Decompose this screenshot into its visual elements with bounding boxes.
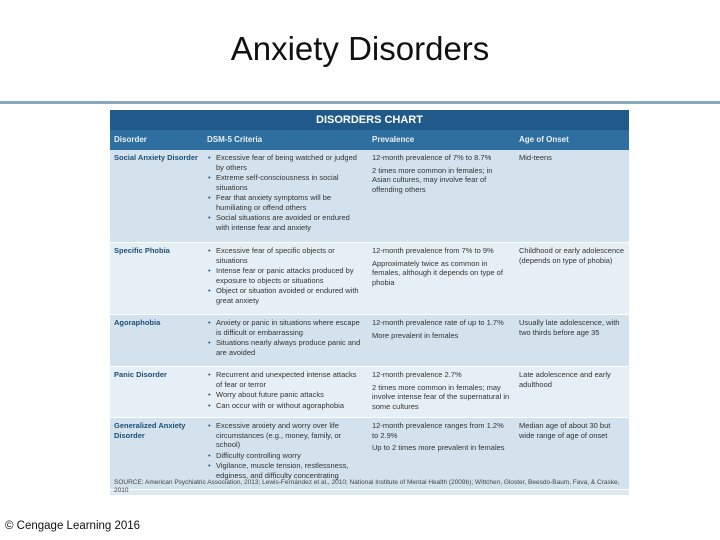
onset-text: Median age of about 30 but wide range of age of onset (519, 421, 611, 440)
slide-title: Anxiety Disorders (230, 30, 490, 67)
prevalence-text: 12-month prevalence ranges from 1.2% to 2.9% (372, 421, 504, 440)
onset-text: Late adolescence and early adulthood (519, 370, 611, 389)
column-header-disorder: Disorder (114, 135, 147, 144)
title-divider (0, 101, 720, 104)
disorder-name: Agoraphobia (114, 318, 161, 327)
prevalence-text: 12-month prevalence 2.7% (372, 370, 462, 379)
table-row (110, 367, 629, 418)
criteria-item: • Excessive anxiety and worry over life circumstances (e.g., money, family, or school) (207, 421, 364, 450)
criteria-cell (203, 367, 368, 417)
prevalence-text: 12-month prevalence rate of up to 1.7% (372, 318, 504, 327)
prevalence-text: Approximately twice as common in females, although it depends on type of phobia (372, 258, 503, 287)
criteria-item: • Difficulty controlling worry (207, 451, 364, 461)
criteria-item: • Excessive fear of specific objects or situations (207, 246, 364, 265)
prevalence-text: Up to 2 times more prevalent in females (372, 443, 505, 452)
chart-title: DISORDERS CHART (110, 110, 629, 130)
onset-text: Childhood or early adolescence (depends on type of phobia) (519, 246, 625, 265)
criteria-cell (203, 315, 368, 366)
column-header-onset: Age of Onset (519, 135, 569, 144)
criteria-item: • Anxiety or panic in situations where escape is difficult or embarrassing (207, 318, 364, 337)
criteria-cell (203, 150, 368, 242)
criteria-item: • Social situations are avoided or endured with intense fear and anxiety (207, 213, 364, 232)
criteria-item: • Recurrent and unexpected intense attacks of fear or terror (207, 370, 364, 389)
onset-text: Mid-teens (519, 153, 552, 162)
criteria-item: • Intense fear or panic attacks produced by exposure to objects or situations (207, 266, 364, 285)
criteria-cell (203, 243, 368, 314)
disorder-name: Generalized Anxiety Disorder (114, 421, 186, 440)
disorder-name: Specific Phobia (114, 246, 170, 255)
table-row (110, 243, 629, 315)
disorder-name: Panic Disorder (114, 370, 167, 379)
column-header-row (110, 130, 629, 150)
column-header-criteria: DSM-5 Criteria (207, 135, 263, 144)
prevalence-cell (368, 315, 515, 366)
criteria-item: • Vigilance, muscle tension, restlessness, edginess, and difficulty concentrating (207, 461, 364, 480)
prevalence-text: 2 times more common in females; in Asian cultures, may involve fear of offending others (372, 165, 493, 194)
prevalence-text: 12-month prevalence from 7% to 9% (372, 246, 494, 255)
criteria-item: • Can occur with or without agoraphobia (207, 401, 364, 411)
criteria-item: • Object or situation avoided or endured with great anxiety (207, 286, 364, 305)
prevalence-cell (368, 150, 515, 242)
table-row (110, 150, 629, 243)
criteria-item: • Situations nearly always produce panic and are avoided (207, 338, 364, 357)
prevalence-cell (368, 243, 515, 314)
source-note: SOURCE: American Psychiatric Association, 2013; Lewis-Fernández et al., 2010; National Institute of Mental Health (2009b); Wittchen, Gloster, Beesdo-Baum, Fava, & Craske, 2010 (114, 479, 620, 494)
criteria-item: • Excessive fear of being watched or judged by others (207, 153, 364, 172)
criteria-item: • Fear that anxiety symptoms will be humiliating or offend others (207, 193, 364, 212)
criteria-item: • Extreme self-consciousness in social situations (207, 173, 364, 192)
prevalence-text: 12-month prevalence of 7% to 8.7% (372, 153, 492, 162)
prevalence-text: More prevalent in females (372, 330, 459, 340)
prevalence-cell (368, 367, 515, 417)
criteria-item: • Worry about future panic attacks (207, 390, 364, 400)
table-body (110, 150, 629, 490)
onset-text: Usually late adolescence, with two thirds before age 35 (519, 318, 620, 337)
disorder-name: Social Anxiety Disorder (114, 153, 198, 162)
prevalence-text: 2 times more common in females; may involve intense fear of the supernatural in some cultures (372, 382, 510, 411)
copyright-notice: © Cengage Learning 2016 (5, 520, 141, 532)
column-header-prevalence: Prevalence (372, 135, 415, 144)
disorders-chart (110, 110, 629, 495)
table-row (110, 315, 629, 367)
